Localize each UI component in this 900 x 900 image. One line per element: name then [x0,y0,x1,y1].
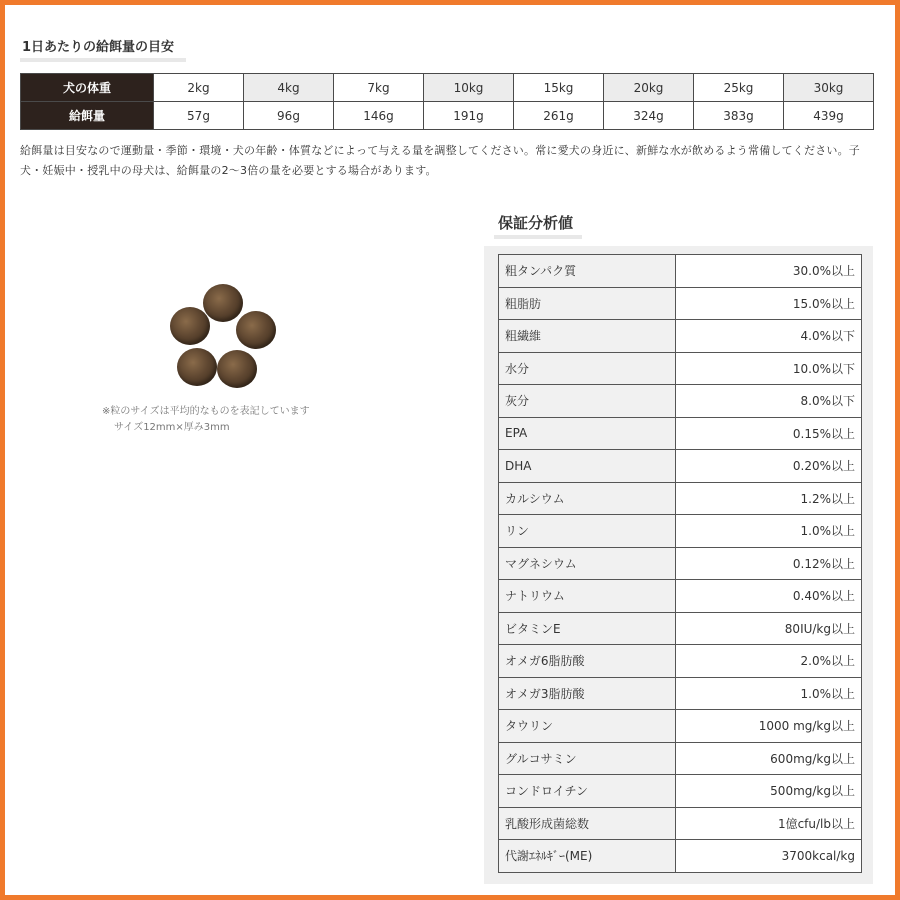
weight-cell: 4kg [244,74,334,102]
nutrient-name: カルシウム [499,482,676,515]
weight-cell: 2kg [154,74,244,102]
nutrient-name: 乳酸形成菌総数 [499,807,676,840]
kibble-image [160,278,290,398]
nutrient-name: 灰分 [499,385,676,418]
nutrient-value: 10.0%以下 [676,352,862,385]
nutrient-value: 4.0%以下 [676,320,862,353]
amount-cell: 191g [424,102,514,130]
nutrient-name: グルコサミン [499,742,676,775]
weight-cell: 15kg [514,74,604,102]
amount-cell: 261g [514,102,604,130]
nutrient-value: 0.15%以上 [676,417,862,450]
nutrient-value: 8.0%以下 [676,385,862,418]
nutrient-name: オメガ6脂肪酸 [499,645,676,678]
nutrient-value: 500mg/kg以上 [676,775,862,808]
amount-row [21,102,874,130]
analysis-row [499,840,862,873]
nutrient-name: 水分 [499,352,676,385]
analysis-row [499,645,862,678]
analysis-row [499,547,862,580]
kibble-piece [236,311,276,349]
kibble-piece [203,284,243,322]
nutrient-name: 粗タンパク質 [499,255,676,288]
kibble-piece [177,348,217,386]
kibble-caption-line: ※粒のサイズは平均的なものを表記しています [102,406,310,417]
nutrient-value: 0.40%以上 [676,580,862,613]
nutrient-value: 3700kcal/kg [676,840,862,873]
nutrient-name: DHA [499,450,676,483]
nutrient-value: 1.0%以上 [676,515,862,548]
kibble-piece [170,307,210,345]
nutrient-value: 2.0%以上 [676,645,862,678]
analysis-row [499,775,862,808]
weight-cell: 20kg [604,74,694,102]
analysis-row [499,417,862,450]
weight-cell: 30kg [784,74,874,102]
amount-cell: 439g [784,102,874,130]
kibble-piece [217,350,257,388]
title-underline [20,58,186,62]
analysis-table-body [499,255,862,873]
nutrient-name: オメガ3脂肪酸 [499,677,676,710]
analysis-title: 保証分析値 [498,214,574,232]
weight-row [21,74,874,102]
nutrient-name: ナトリウム [499,580,676,613]
kibble-caption [102,404,310,436]
analysis-row [499,580,862,613]
nutrient-value: 15.0%以上 [676,287,862,320]
nutrient-value: 1億cfu/lb以上 [676,807,862,840]
nutrient-name: EPA [499,417,676,450]
amount-cell: 146g [334,102,424,130]
nutrient-value: 30.0%以上 [676,255,862,288]
nutrient-name: タウリン [499,710,676,743]
analysis-row [499,482,862,515]
analysis-row [499,710,862,743]
nutrient-name: 粗繊維 [499,320,676,353]
amount-cell: 96g [244,102,334,130]
nutrient-name: マグネシウム [499,547,676,580]
nutrient-value: 1000 mg/kg以上 [676,710,862,743]
analysis-row [499,742,862,775]
feeding-guide-title: 1日あたりの給餌量の目安 [22,40,175,55]
analysis-row [499,352,862,385]
nutrient-value: 1.0%以上 [676,677,862,710]
amount-cell: 383g [694,102,784,130]
weight-cell: 25kg [694,74,784,102]
analysis-row [499,515,862,548]
weight-cell: 7kg [334,74,424,102]
nutrient-value: 0.12%以上 [676,547,862,580]
nutrient-value: 80IU/kg以上 [676,612,862,645]
analysis-row [499,450,862,483]
analysis-row [499,385,862,418]
weight-row-label: 犬の体重 [21,74,154,102]
nutrient-name: 代謝ｴﾈﾙｷﾞｰ(ME) [499,840,676,873]
amount-cell: 324g [604,102,694,130]
analysis-row [499,612,862,645]
feeding-note: 給餌量は目安なので運動量・季節・環境・犬の年齢・体質などによって与える量を調整してください。常に愛犬の身近に、新鮮な水が飲めるよう常備してください。子犬・妊娠中・授乳中の母犬は、給餌量の2～3倍の量を必要とする場合があります。 [20,144,860,177]
nutrient-value: 0.20%以上 [676,450,862,483]
nutrient-value: 1.2%以上 [676,482,862,515]
nutrient-value: 600mg/kg以上 [676,742,862,775]
analysis-row [499,677,862,710]
analysis-row [499,287,862,320]
nutrient-name: ビタミンE [499,612,676,645]
feeding-table [20,73,874,130]
nutrient-name: コンドロイチン [499,775,676,808]
nutrient-name: リン [499,515,676,548]
nutrient-name: 粗脂肪 [499,287,676,320]
analysis-row [499,320,862,353]
weight-cell: 10kg [424,74,514,102]
analysis-table [498,254,862,873]
kibble-size-line: サイズ12mm×厚み3mm [114,422,230,433]
analysis-title-underline [494,235,582,239]
amount-cell: 57g [154,102,244,130]
analysis-row [499,255,862,288]
amount-row-label: 給餌量 [21,102,154,130]
analysis-row [499,807,862,840]
